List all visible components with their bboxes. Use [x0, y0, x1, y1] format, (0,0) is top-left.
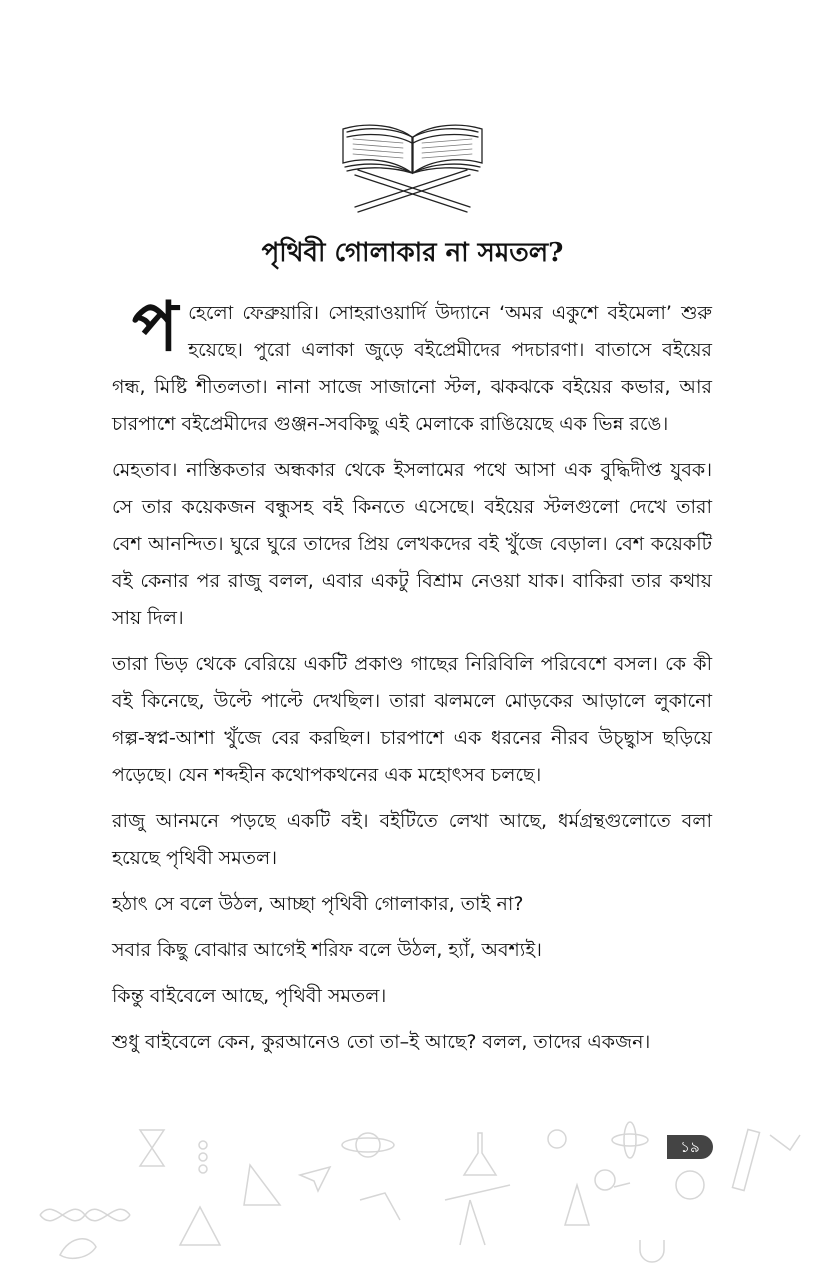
drop-cap: প: [132, 287, 179, 367]
chapter-title: পৃথিবী গোলাকার না সমতল?: [261, 238, 564, 268]
open-book-icon: [335, 115, 490, 215]
paragraph: তারা ভিড় থেকে বেরিয়ে একটি প্রকাণ্ড গাছের নিরিবিলি পরিবেশে বসল। কে কী বই কিনেছে, উল্টে পাল্টে দেখছিল। তারা ঝলমলে মোড়কের আড়ালে লুকানো গল্প-স্বপ্ন-আশা খুঁজে বের করছিল। চারপাশে এক ধরনের নীরব উচ্ছ্বাস ছড়িয়ে পড়েছে। যেন শব্দহীন কথোপকথনের এক মহোৎসব চলছে।: [112, 653, 712, 786]
body-text: [112, 287, 712, 1070]
paragraph: শুধু বাইবেলে কেন, কুরআনেও তো তা–ই আছে? বলল, তাদের একজন।: [112, 1031, 651, 1053]
paragraph: সবার কিছু বোঝার আগেই শরিফ বলে উঠল, হ্যাঁ, অবশ্যই।: [112, 939, 542, 961]
page-number: ১৯: [667, 1135, 713, 1159]
paragraph: মেহতাব। নাস্তিকতার অন্ধকার থেকে ইসলামের পথে আসা এক বুদ্ধিদীপ্ত যুবক। সে তার কয়েকজন বন্ধুসহ বই কিনতে এসেছে। বইয়ের স্টলগুলো দেখে তারা বেশ আনন্দিত। ঘুরে ঘুরে তাদের প্রিয় লেখকদের বই খুঁজে বেড়াল। বেশ কয়েকটি বই কেনার পর রাজু বলল, এবার একটু বিশ্রাম নেওয়া যাক। বাকিরা তার কথায় সায় দিল।: [112, 459, 712, 629]
paragraph: [112, 287, 712, 443]
science-doodles-decoration: [0, 1105, 825, 1275]
paragraph-text: হেলো ফেব্রুয়ারি। সোহরাওয়ার্দি উদ্যানে ‘অমর একুশে বইমেলা’ শুরু হয়েছে। পুরো এলাকা জুড়ে বইপ্রেমীদের পদচারণা। বাতাসে বইয়ের গন্ধ, মিষ্টি শীতলতা। নানা সাজে সাজানো স্টল, ঝকঝকে বইয়ের কভার, আর চারপাশে বইপ্রেমীদের গুঞ্জন-সবকিছু এই মেলাকে রাঙিয়েছে এক ভিন্ন রঙে।: [112, 302, 712, 435]
paragraph: রাজু আনমনে পড়ছে একটি বই। বইটিতে লেখা আছে, ধর্মগ্রন্থগুলোতে বলা হয়েছে পৃথিবী সমতল।: [112, 810, 712, 869]
paragraph: কিন্তু বাইবেলে আছে, পৃথিবী সমতল।: [112, 985, 387, 1007]
paragraph: হঠাৎ সে বলে উঠল, আচ্ছা পৃথিবী গোলাকার, তাই না?: [112, 893, 524, 915]
